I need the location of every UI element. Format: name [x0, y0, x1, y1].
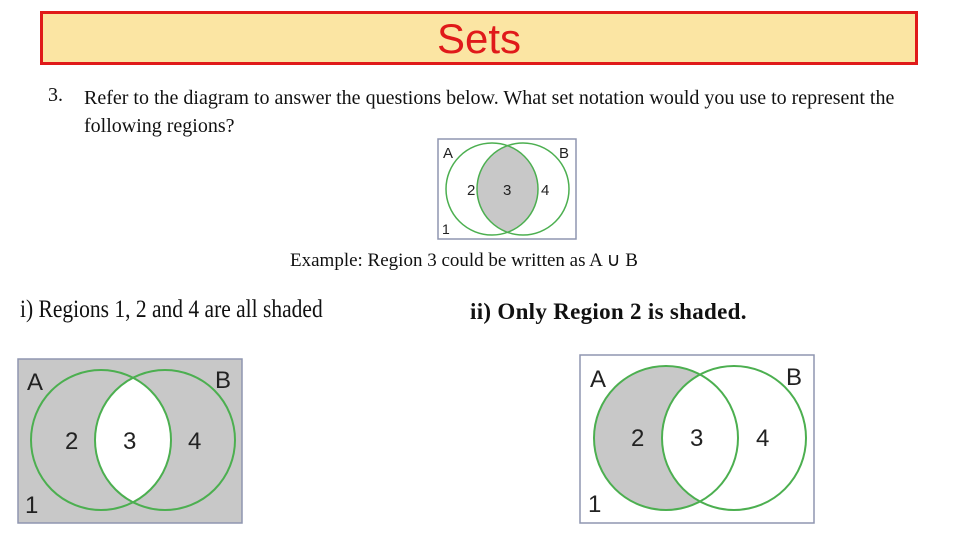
example-text: Example: Region 3 could be written as A ∪ B: [290, 250, 638, 271]
set-a-label: A: [443, 145, 454, 162]
set-b-label: B: [215, 367, 232, 394]
region-4-label: 4: [541, 182, 550, 199]
question-text: Refer to the diagram to answer the questions below. What set notation would you use to represent the following regions?: [84, 87, 895, 137]
set-b-label: B: [559, 145, 570, 162]
region-3-label: 3: [503, 182, 512, 199]
part-i-venn-diagram: [17, 358, 243, 524]
region-2-label: 2: [631, 425, 645, 452]
region-2-label: 2: [467, 182, 476, 199]
set-a-label: A: [590, 366, 607, 393]
region-2-label: 2: [65, 428, 79, 455]
region-1-label: 1: [442, 221, 450, 237]
set-b-label: B: [786, 364, 803, 391]
set-a-label: A: [27, 369, 44, 396]
region-3-label: 3: [690, 425, 704, 452]
region-4-label: 4: [756, 425, 770, 452]
question-number: 3.: [48, 84, 63, 106]
region-1-label: 1: [25, 492, 39, 519]
page-title: Sets: [436, 15, 522, 62]
example-venn-diagram: [437, 138, 577, 240]
region-1-label: 1: [588, 491, 602, 518]
part-ii-text: ii) Only Region 2 is shaded.: [470, 299, 747, 324]
part-i-text: i) Regions 1, 2 and 4 are all shaded: [20, 296, 323, 323]
title-banner: [40, 11, 918, 65]
part-ii-venn-diagram: [579, 354, 815, 524]
region-3-label: 3: [123, 428, 137, 455]
region-4-label: 4: [188, 428, 202, 455]
